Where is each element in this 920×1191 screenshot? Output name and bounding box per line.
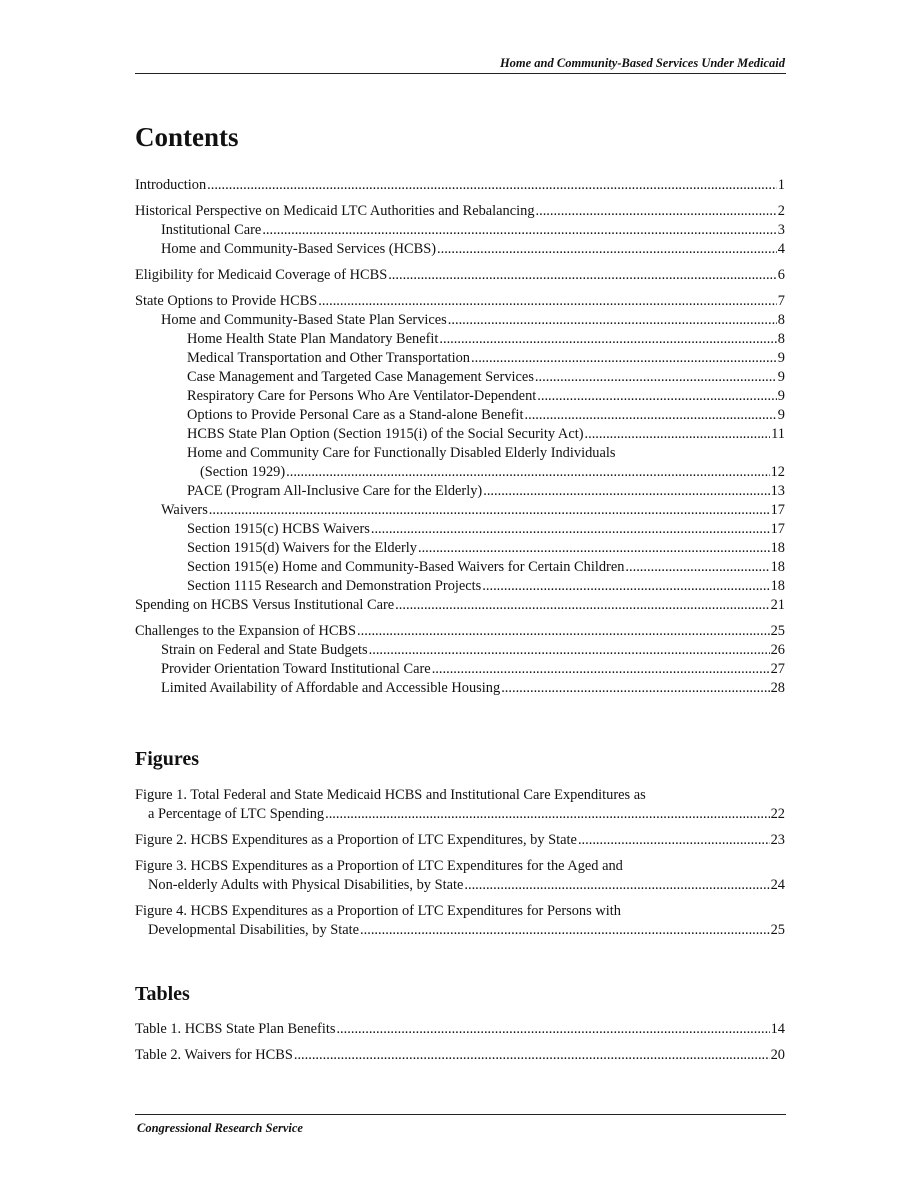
toc-entry[interactable] [135,330,785,349]
toc-entry-label: HCBS State Plan Option (Section 1915(i) of the Social Security Act) [187,426,584,442]
dot-leader [262,221,776,240]
toc-page-number: 9 [777,388,785,404]
dot-leader [536,202,777,221]
toc-entry-label: Provider Orientation Toward Institutional Care [161,661,431,677]
table-page-number: 20 [770,1047,785,1063]
dot-leader [318,292,777,311]
toc-entry[interactable] [135,266,785,285]
toc-entry[interactable] [135,660,785,679]
toc-page-number: 21 [770,597,785,613]
toc-entry-label: Home and Community-Based Services (HCBS) [161,241,436,257]
toc-page-number: 13 [770,483,785,499]
dot-leader [482,577,769,596]
figure-entry-label-line2: Developmental Disabilities, by State [148,922,360,938]
toc-entry[interactable] [135,558,785,577]
toc-page-number: 3 [777,222,785,238]
figure-entry[interactable] [135,805,785,824]
figure-entry-label-line1[interactable]: Figure 3. HCBS Expenditures as a Proportion of LTC Expenditures for the Aged and [135,858,623,874]
dot-leader [585,425,771,444]
toc-page-number: 4 [777,241,785,257]
dot-leader [371,520,770,539]
figure-page-number: 24 [770,877,785,893]
figure-entry-label: Figure 2. HCBS Expenditures as a Proportion of LTC Expenditures, by State [135,832,577,848]
toc-entry[interactable] [135,596,785,615]
toc-entry[interactable] [135,368,785,387]
toc-entry-label: Introduction [135,177,207,193]
toc-page-number: 9 [777,369,785,385]
toc-page-number: 18 [770,540,785,556]
tables-list [135,1020,785,1065]
toc-entry-label: Section 1915(e) Home and Community-Based Waivers for Certain Children [187,559,625,575]
toc-page-number: 6 [777,267,785,283]
toc-page-number: 27 [770,661,785,677]
dot-leader [336,1020,769,1039]
toc-page-number: 2 [777,203,785,219]
toc-entry-label: Challenges to the Expansion of HCBS [135,623,357,639]
table-entry[interactable] [135,1046,785,1065]
table-entry-label: Table 2. Waivers for HCBS [135,1047,293,1063]
contents-list [135,176,785,698]
dot-leader [418,539,770,558]
dot-leader [360,921,770,940]
dot-leader [439,330,776,349]
dot-leader [432,660,770,679]
tables-heading: Tables [135,983,190,1005]
figure-page-number: 25 [770,922,785,938]
toc-entry-label-line2: (Section 1929) [200,464,286,480]
figure-entry-label-line2: Non-elderly Adults with Physical Disabilities, by State [148,877,464,893]
toc-entry-label: Eligibility for Medicaid Coverage of HCBS [135,267,388,283]
toc-entry[interactable] [135,240,785,259]
figure-entry[interactable] [135,921,785,940]
figure-entry-label-line1[interactable]: Figure 4. HCBS Expenditures as a Proportion of LTC Expenditures for Persons with [135,903,621,919]
toc-page-number: 18 [770,559,785,575]
toc-page-number: 1 [777,177,785,193]
dot-leader [437,240,777,259]
toc-entry[interactable] [135,202,785,221]
toc-entry[interactable] [135,482,785,501]
dot-leader [294,1046,770,1065]
dot-leader [483,482,769,501]
toc-page-number: 11 [771,426,785,442]
dot-leader [207,176,777,195]
header-rule [135,73,786,74]
dot-leader [369,641,770,660]
toc-entry-label: Case Management and Targeted Case Management Services [187,369,534,385]
toc-entry[interactable] [135,311,785,330]
dot-leader [209,501,770,520]
toc-page-number: 17 [770,502,785,518]
figure-entry-label-line2: a Percentage of LTC Spending [148,806,325,822]
toc-entry[interactable] [135,176,785,195]
running-header: Home and Community-Based Services Under Medicaid [499,56,785,70]
toc-entry-label: Spending on HCBS Versus Institutional Care [135,597,395,613]
toc-entry[interactable] [135,641,785,660]
toc-page-number: 9 [777,350,785,366]
figure-entry[interactable] [135,831,785,850]
figure-page-number: 22 [770,806,785,822]
dot-leader [325,805,770,824]
toc-entry[interactable] [135,221,785,240]
toc-page-number: 9 [777,407,785,423]
dot-leader [286,463,769,482]
figure-entry-label-line1[interactable]: Figure 1. Total Federal and State Medicaid HCBS and Institutional Care Expenditures as [135,787,646,803]
toc-entry[interactable] [135,406,785,425]
toc-entry[interactable] [135,387,785,406]
figures-list [135,786,785,940]
dot-leader [464,876,769,895]
figure-entry[interactable] [135,876,785,895]
toc-entry[interactable] [135,577,785,596]
footer-rule [135,1114,786,1115]
toc-entry-label: Home and Community-Based State Plan Services [161,312,447,328]
toc-entry[interactable] [135,425,785,444]
toc-page-number: 12 [770,464,785,480]
table-entry[interactable] [135,1020,785,1039]
toc-entry-label: Historical Perspective on Medicaid LTC Authorities and Rebalancing [135,203,535,219]
toc-entry-label: Home Health State Plan Mandatory Benefit [187,331,439,347]
dot-leader [535,368,777,387]
table-page-number: 14 [770,1021,785,1037]
toc-page-number: 8 [777,331,785,347]
toc-page-number: 26 [770,642,785,658]
toc-page-number: 7 [777,293,785,309]
toc-page-number: 28 [770,680,785,696]
toc-entry[interactable] [135,463,785,482]
toc-page-number: 8 [777,312,785,328]
dot-leader [357,622,770,641]
toc-entry-label: Strain on Federal and State Budgets [161,642,368,658]
dot-leader [525,406,777,425]
toc-entry[interactable] [135,292,785,311]
toc-entry-label: State Options to Provide HCBS [135,293,318,309]
toc-entry-label-line1[interactable]: Home and Community Care for Functionally Disabled Elderly Individuals [187,445,616,461]
running-footer: Congressional Research Service [137,1121,303,1135]
toc-page-number: 17 [770,521,785,537]
dot-leader [537,387,777,406]
dot-leader [471,349,777,368]
toc-entry[interactable] [135,679,785,698]
toc-entry-label: Institutional Care [161,222,262,238]
toc-entry-label: Section 1115 Research and Demonstration Projects [187,578,482,594]
dot-leader [625,558,769,577]
dot-leader [395,596,769,615]
toc-entry[interactable] [135,349,785,368]
toc-page-number: 18 [770,578,785,594]
toc-entry-label: Waivers [161,502,208,518]
toc-entry-label: PACE (Program All-Inclusive Care for the Elderly) [187,483,483,499]
toc-entry-label: Options to Provide Personal Care as a Stand-alone Benefit [187,407,524,423]
toc-entry-label: Section 1915(c) HCBS Waivers [187,521,370,537]
dot-leader [448,311,777,330]
toc-entry[interactable] [135,622,785,641]
table-entry-label: Table 1. HCBS State Plan Benefits [135,1021,336,1037]
toc-page-number: 25 [770,623,785,639]
dot-leader [578,831,770,850]
toc-entry-label: Medical Transportation and Other Transportation [187,350,470,366]
dot-leader [388,266,777,285]
toc-entry-label: Respiratory Care for Persons Who Are Ventilator-Dependent [187,388,537,404]
toc-entry[interactable] [135,520,785,539]
toc-entry[interactable] [135,501,785,520]
figure-page-number: 23 [770,832,785,848]
toc-entry[interactable] [135,539,785,558]
contents-heading: Contents [135,122,239,152]
figures-heading: Figures [135,748,200,770]
toc-entry-label: Section 1915(d) Waivers for the Elderly [187,540,417,556]
dot-leader [501,679,769,698]
toc-entry-label: Limited Availability of Affordable and Accessible Housing [161,680,501,696]
